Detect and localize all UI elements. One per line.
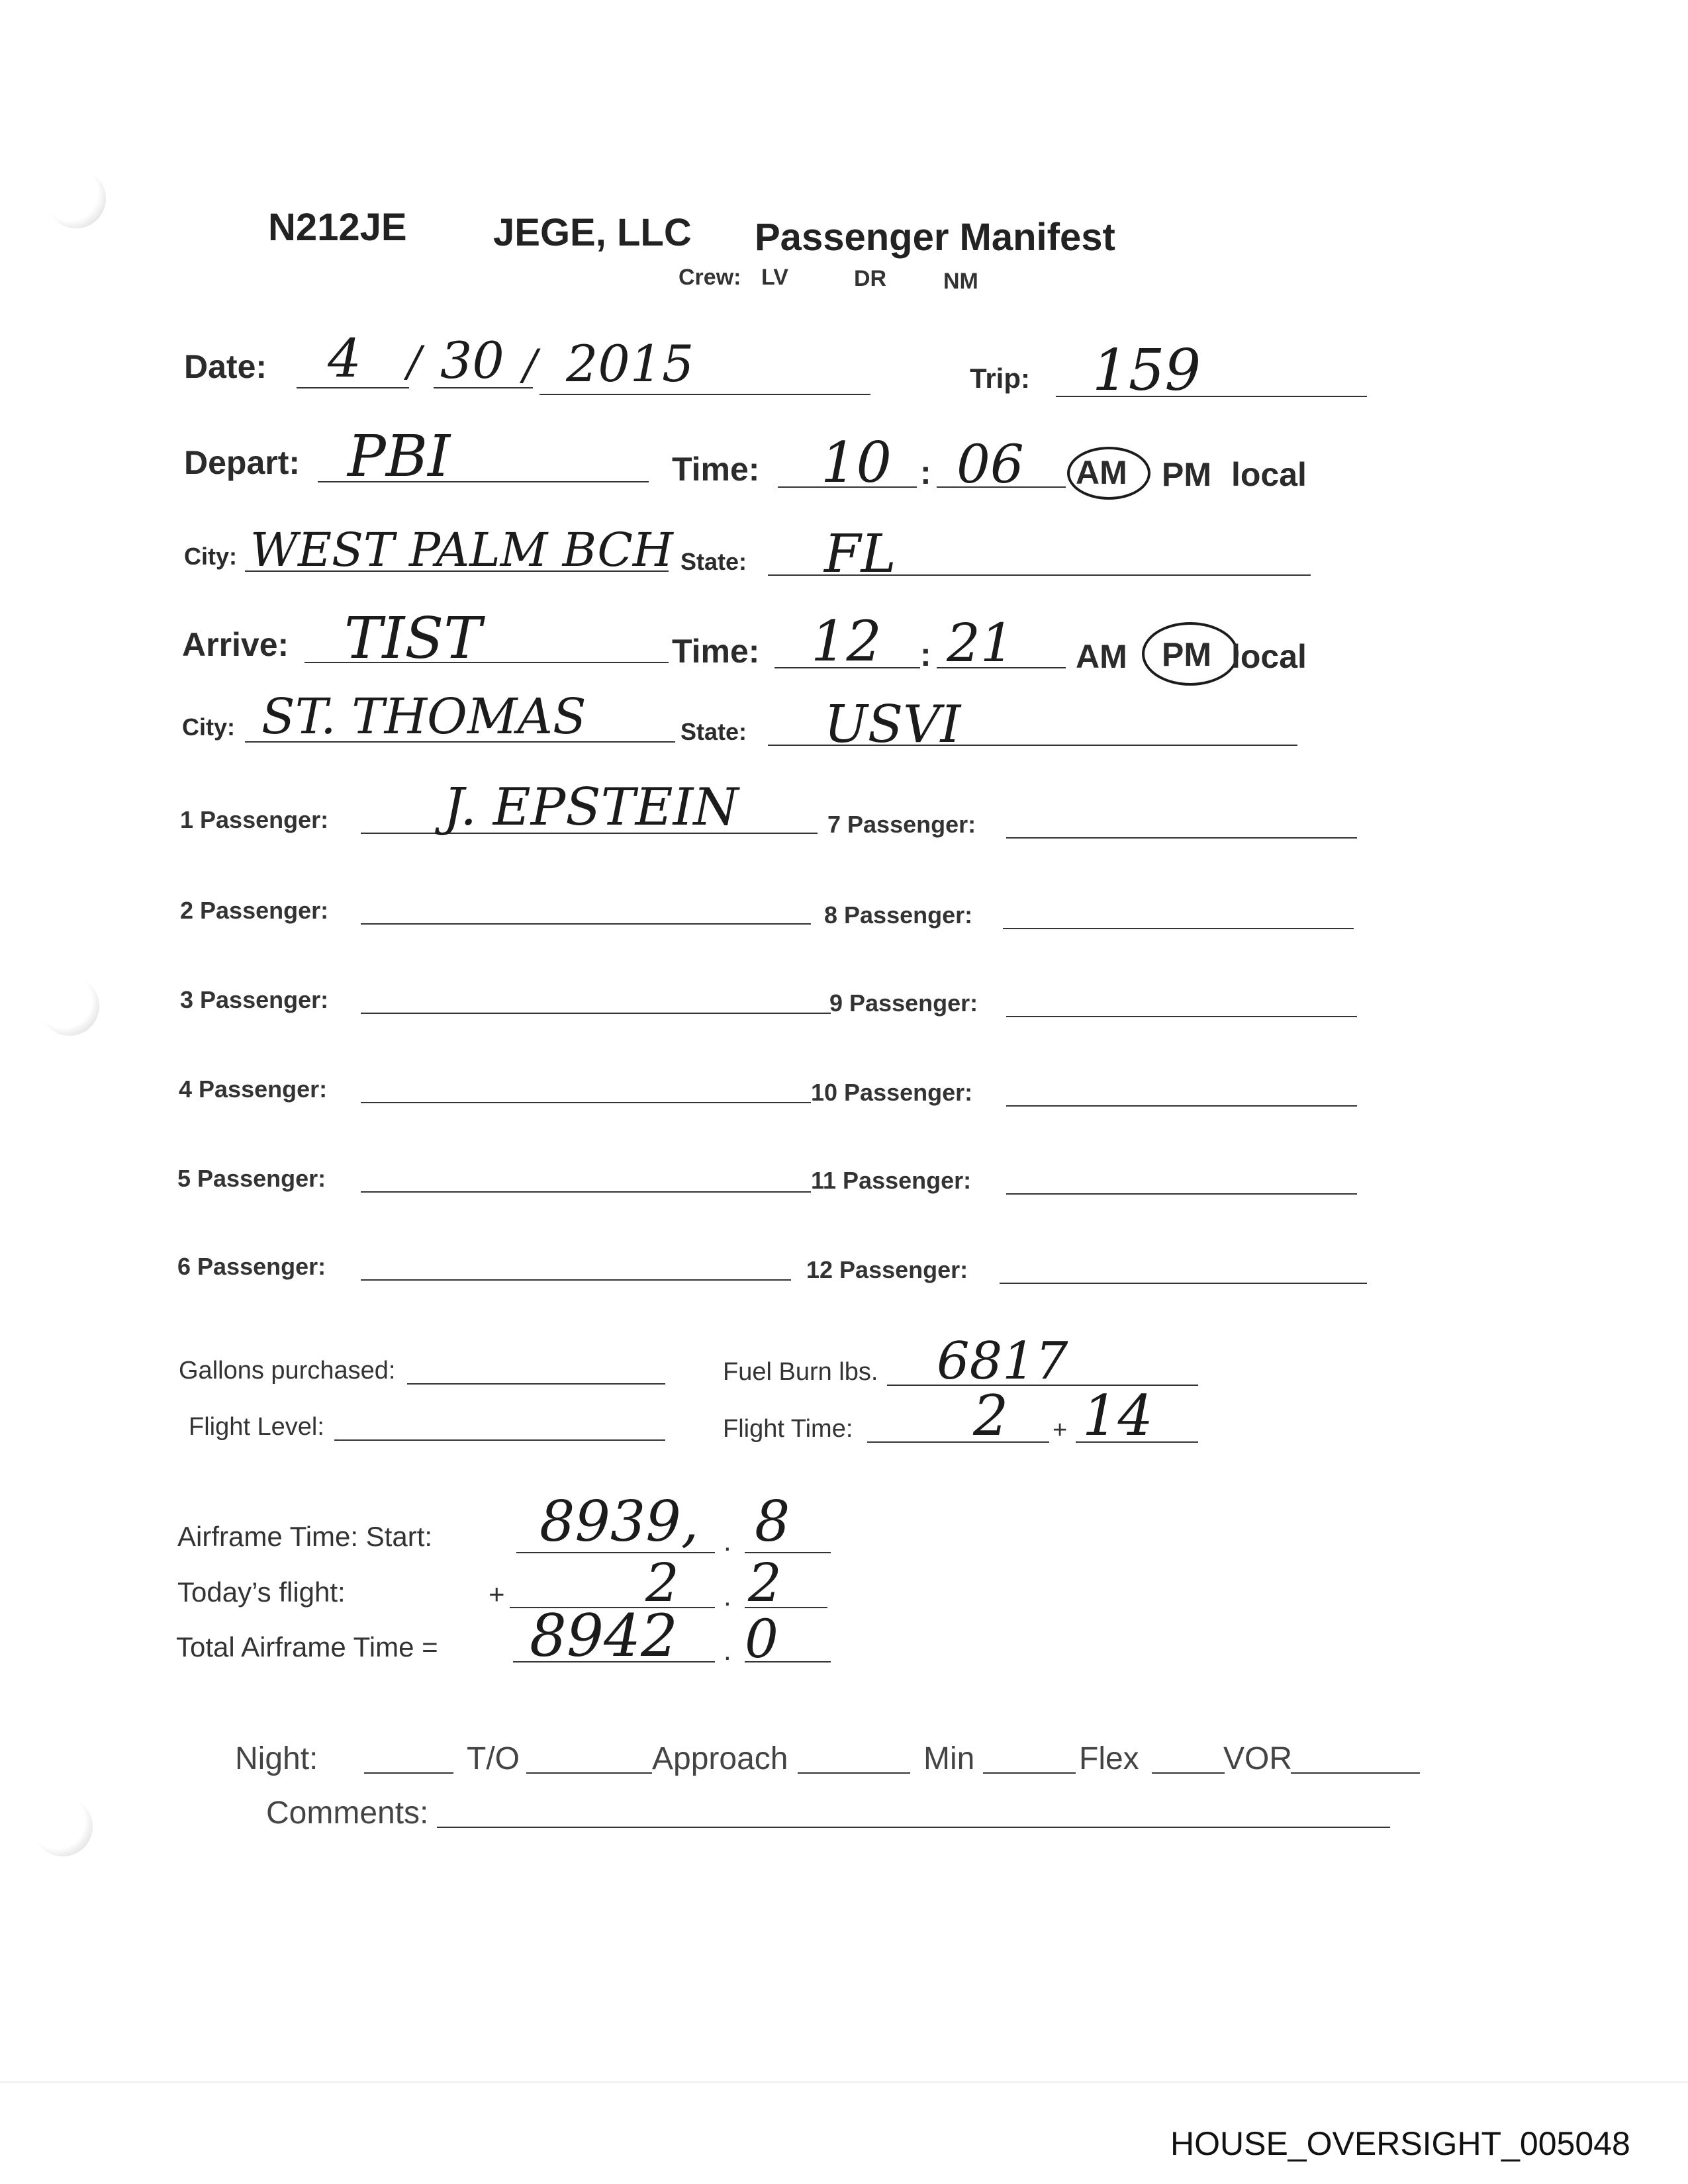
depart-value[interactable]: PBI — [348, 424, 451, 490]
total-airframe-whole-value[interactable]: 8942 — [530, 1602, 678, 1670]
depart-city-label: City: — [184, 543, 237, 570]
takeoff-label: T/O — [467, 1741, 520, 1776]
depart-time-colon: : — [920, 454, 931, 491]
depart-state-label: State: — [680, 548, 747, 575]
binder-hole-top — [46, 169, 106, 228]
approach-label: Approach — [652, 1741, 788, 1776]
arrive-min-value[interactable]: 21 — [947, 612, 1014, 674]
depart-min-value[interactable]: 06 — [957, 433, 1024, 495]
passenger-3-line — [361, 1013, 831, 1014]
fuel-burn-value[interactable]: 6817 — [937, 1332, 1068, 1391]
date-month-value[interactable]: 4 — [328, 328, 361, 389]
arrive-city-value[interactable]: ST. THOMAS — [261, 688, 586, 745]
arrive-state-value[interactable]: USVI — [824, 695, 961, 754]
tail-number: N212JE — [268, 206, 407, 249]
flight-time-hours-value[interactable]: 2 — [973, 1383, 1009, 1448]
passenger-12-line — [1000, 1283, 1367, 1284]
passenger-4-line — [361, 1102, 811, 1103]
passenger-11-label: 11 Passenger: — [811, 1167, 972, 1194]
depart-time-label: Time: — [672, 451, 760, 488]
airframe-start-dot: . — [724, 1525, 731, 1557]
fuel-burn-label: Fuel Burn lbs. — [723, 1358, 878, 1386]
arrive-label: Arrive: — [182, 626, 289, 663]
approach-line — [798, 1772, 910, 1774]
airframe-start-whole-value[interactable]: 8939, — [539, 1489, 699, 1554]
gallons-purchased-line — [407, 1383, 665, 1385]
depart-hour-value[interactable]: 10 — [821, 430, 892, 495]
passenger-1-name[interactable]: J. EPSTEIN — [444, 778, 739, 837]
binder-hole-middle — [40, 976, 99, 1036]
arrive-city-label: City: — [182, 713, 235, 741]
depart-pm-option[interactable]: PM — [1162, 456, 1211, 493]
passenger-10-line — [1006, 1105, 1357, 1107]
gallons-purchased-label: Gallons purchased: — [179, 1357, 396, 1385]
passenger-10-label: 10 Passenger: — [811, 1079, 973, 1106]
trip-label: Trip: — [970, 363, 1030, 394]
comments-line — [437, 1827, 1390, 1828]
total-airframe-tenths-value[interactable]: 0 — [745, 1608, 778, 1670]
depart-am-option[interactable]: AM — [1076, 454, 1127, 491]
date-year-line — [539, 394, 870, 395]
flight-time-minutes-value[interactable]: 14 — [1082, 1383, 1153, 1448]
arrive-value[interactable]: TIST — [344, 606, 482, 672]
depart-local-label: local — [1231, 456, 1307, 493]
total-airframe-dot: . — [724, 1635, 731, 1666]
vor-label: VOR — [1223, 1741, 1293, 1776]
date-separator-2: / — [523, 341, 538, 390]
passenger-11-line — [1006, 1193, 1357, 1195]
page-title: Passenger Manifest — [755, 216, 1115, 259]
bates-number: HOUSE_OVERSIGHT_005048 — [1170, 2125, 1630, 2162]
crew-member-1: LV — [761, 265, 788, 290]
date-separator-1: / — [407, 338, 422, 387]
arrive-time-label: Time: — [672, 633, 760, 670]
passenger-4-label: 4 Passenger: — [179, 1075, 328, 1103]
arrive-pm-option[interactable]: PM — [1162, 636, 1211, 673]
flight-time-hours-line — [867, 1441, 1049, 1443]
airframe-start-tenths-value[interactable]: 8 — [755, 1489, 790, 1554]
passenger-8-label: 8 Passenger: — [824, 901, 973, 929]
depart-label: Depart: — [184, 444, 301, 481]
flight-time-plus: + — [1053, 1416, 1068, 1444]
arrive-am-option[interactable]: AM — [1076, 638, 1127, 675]
date-label: Date: — [184, 348, 267, 385]
depart-state-value[interactable]: FL — [824, 523, 896, 584]
todays-flight-label: Today’s flight: — [177, 1576, 346, 1608]
passenger-6-line — [361, 1279, 791, 1281]
night-label: Night: — [235, 1741, 318, 1776]
crew-label: Crew: — [679, 265, 741, 290]
passenger-12-label: 12 Passenger: — [806, 1256, 968, 1283]
todays-flight-plus: + — [489, 1578, 505, 1610]
flight-time-label: Flight Time: — [723, 1415, 853, 1443]
company-name: JEGE, LLC — [493, 211, 692, 254]
vor-line — [1291, 1772, 1420, 1774]
passenger-1-label: 1 Passenger: — [180, 806, 329, 833]
arrive-state-label: State: — [680, 718, 747, 745]
total-airframe-label: Total Airframe Time = — [176, 1631, 438, 1662]
depart-city-value[interactable]: WEST PALM BCH — [250, 523, 673, 577]
flight-level-label: Flight Level: — [189, 1413, 324, 1441]
passenger-7-line — [1006, 837, 1357, 839]
crew-member-2: DR — [854, 266, 887, 291]
passenger-2-line — [361, 923, 811, 925]
todays-flight-whole-value[interactable]: 2 — [645, 1552, 679, 1614]
flex-label: Flex — [1079, 1741, 1139, 1776]
trip-value[interactable]: 159 — [1092, 338, 1201, 404]
min-label: Min — [923, 1741, 975, 1776]
date-year-value[interactable]: 2015 — [566, 334, 694, 393]
scan-edge-line — [0, 2081, 1688, 2083]
arrive-local-label: local — [1231, 638, 1307, 675]
night-line — [364, 1772, 453, 1774]
passenger-2-label: 2 Passenger: — [180, 897, 329, 924]
passenger-5-line — [361, 1191, 811, 1193]
crew-member-3: NM — [943, 269, 978, 294]
passenger-7-label: 7 Passenger: — [827, 811, 976, 838]
arrive-time-colon: : — [920, 636, 931, 673]
flex-line — [1152, 1772, 1225, 1774]
min-line — [983, 1772, 1076, 1774]
passenger-3-label: 3 Passenger: — [180, 986, 329, 1013]
passenger-9-line — [1006, 1016, 1357, 1017]
passenger-6-label: 6 Passenger: — [177, 1253, 326, 1280]
takeoff-line — [526, 1772, 652, 1774]
flight-level-line — [334, 1439, 665, 1441]
comments-label: Comments: — [266, 1796, 429, 1831]
passenger-9-label: 9 Passenger: — [829, 989, 978, 1017]
passenger-5-label: 5 Passenger: — [177, 1165, 326, 1192]
todays-flight-dot: . — [724, 1580, 731, 1612]
airframe-start-label: Airframe Time: Start: — [177, 1521, 433, 1552]
passenger-8-line — [1003, 928, 1354, 929]
arrive-hour-value[interactable]: 12 — [811, 609, 882, 674]
binder-hole-bottom — [33, 1797, 93, 1856]
date-day-value[interactable]: 30 — [440, 331, 504, 390]
todays-flight-tenths-value[interactable]: 2 — [748, 1552, 782, 1614]
